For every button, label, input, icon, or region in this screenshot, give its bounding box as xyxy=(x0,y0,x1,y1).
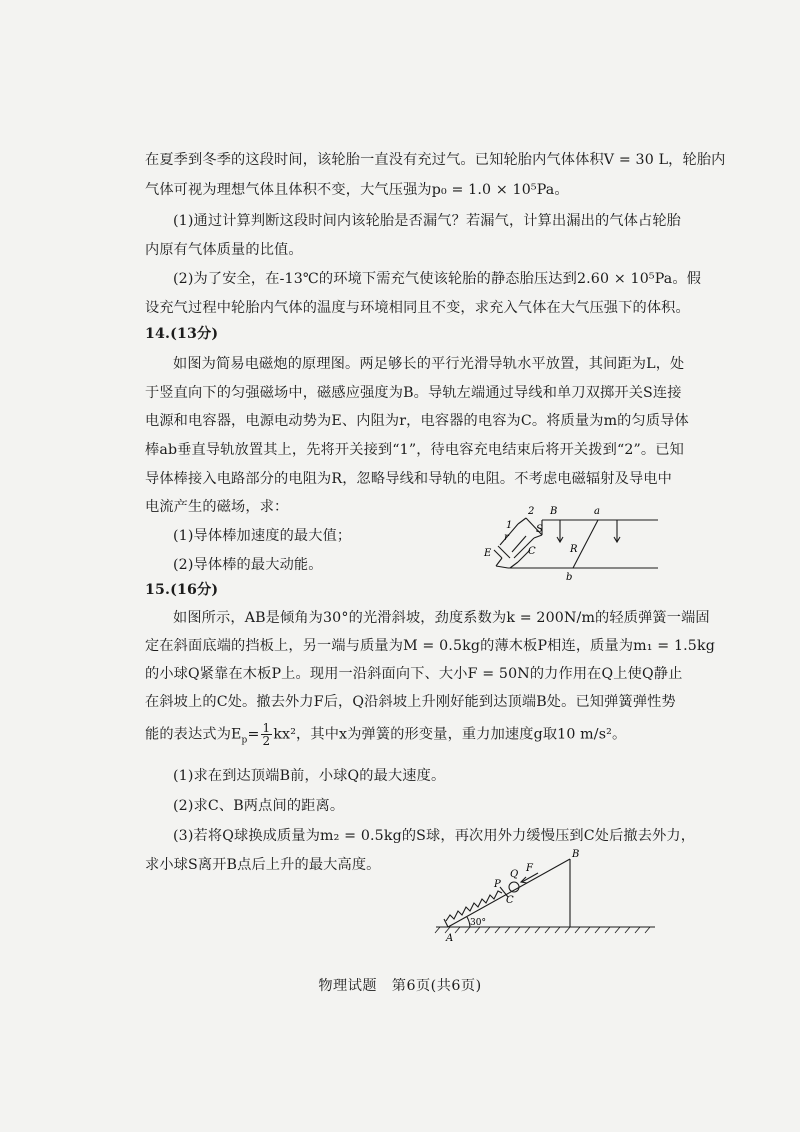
q15-part1: (1)求在到达顶端B前，小球Q的最大速度。 xyxy=(173,768,446,784)
q13-part1-line1: (1)通过计算判断这段时间内该轮胎是否漏气？若漏气，计算出漏出的气体占轮胎 xyxy=(173,213,682,229)
q14-text-line2: 于竖直向下的匀强磁场中，磁感应强度为B。导轨左端通过导线和单刀双掷开关S连接 xyxy=(145,385,682,401)
q15-part3-line1: (3)若将Q球换成质量为m₂ = 0.5kg的S球，再次用外力缓慢压到C处后撤去外力， xyxy=(173,828,696,844)
label-a: a xyxy=(594,506,600,517)
q14-text-line3: 电源和电容器，电源电动势为E、内阻为r，电容器的电容为C。将质量为m的匀质导体 xyxy=(145,413,689,429)
q15-text-line2: 定在斜面底端的挡板上，另一端与质量为M = 0.5kg的薄木板P相连，质量为m₁ = 1.5kg xyxy=(145,638,715,654)
label-angle: 30° xyxy=(470,918,486,928)
label-2: 2 xyxy=(528,506,535,517)
q14-text-line1: 如图为简易电磁炮的原理图。两足够长的平行光滑导轨水平放置，其间距为L，处 xyxy=(173,356,685,372)
label-S: S xyxy=(536,524,543,535)
q15-text-line5: 能的表达式为$E_p=$ $\frac{1}{2}$ kx²，其中x为弹簧的形变量，重力加速度g取10 m/s²。 xyxy=(145,721,627,748)
q13-part1-line2: 内原有气体质量的比值。 xyxy=(145,242,303,258)
q13-part2-line2: 设充气过程中轮胎内气体的温度与环境相同且不变，求充入气体在大气压强下的体积。 xyxy=(145,300,690,316)
label-E: E xyxy=(484,548,492,559)
q15-text-line3: 的小球Q紧靠在木板P上。现用一沿斜面向下、大小F = 50N的力作用在Q上使Q静止 xyxy=(145,666,683,682)
label-r: r xyxy=(504,532,509,543)
q13-part2-line1: (2)为了安全，在-13℃的环境下需充气使该轮胎的静态胎压达到2.60 × 10⁵Pa。假 xyxy=(173,271,702,287)
label-F: F xyxy=(526,863,533,874)
q13-text-line2: 气体可视为理想气体且体积不变，大气压强为p₀ = 1.0 × 10⁵Pa。 xyxy=(145,182,569,198)
railgun-diagram xyxy=(470,500,670,585)
q14-text-line4: 棒ab垂直导轨放置其上，先将开关接到“1”，待电容充电结束后将开关拨到“2”。已知 xyxy=(145,442,684,458)
label-Q: Q xyxy=(510,869,519,880)
q14-part1: (1)导体棒加速度的最大值； xyxy=(173,528,352,544)
incline-diagram xyxy=(430,845,670,945)
label-P: P xyxy=(494,879,501,890)
q14-heading: 14.(13分) xyxy=(145,326,219,342)
q15-text-line1: 如图所示，AB是倾角为30°的光滑斜坡，劲度系数为k = 200N/m的轻质弹簧一端固 xyxy=(173,610,710,626)
label-B-field: B xyxy=(550,506,558,517)
label-C-point: C xyxy=(506,895,514,906)
fraction-one-half: $\frac{1}{2}$ xyxy=(262,721,271,748)
label-C: C xyxy=(528,546,536,557)
label-B-top: B xyxy=(572,849,580,860)
q14-part2: (2)导体棒的最大动能。 xyxy=(173,557,323,573)
q14-text-line6: 电流产生的磁场，求： xyxy=(145,499,289,515)
label-R: R xyxy=(570,544,578,555)
q14-text-line5: 导体棒接入电路部分的电阻为R，忽略导线和导轨的电阻。不考虑电磁辐射及导电中 xyxy=(145,471,672,487)
q15-text-line4: 在斜坡上的C处。撤去外力F后，Q沿斜坡上升刚好能到达顶端B处。已知弹簧弹性势 xyxy=(145,694,676,710)
q15-heading: 15.(16分) xyxy=(145,582,219,598)
q13-text-line1: 在夏季到冬季的这段时间，该轮胎一直没有充过气。已知轮胎内气体体积V = 30 L，轮胎内 xyxy=(145,152,726,168)
label-1: 1 xyxy=(506,520,513,531)
q15-part2: (2)求C、B两点间的距离。 xyxy=(173,798,345,814)
q15-part3-line2: 求小球S离开B点后上升的最大高度。 xyxy=(145,857,381,873)
page-footer: 物理试题 第6页(共6页) xyxy=(318,978,482,994)
label-A: A xyxy=(446,933,454,944)
label-b: b xyxy=(566,572,573,583)
